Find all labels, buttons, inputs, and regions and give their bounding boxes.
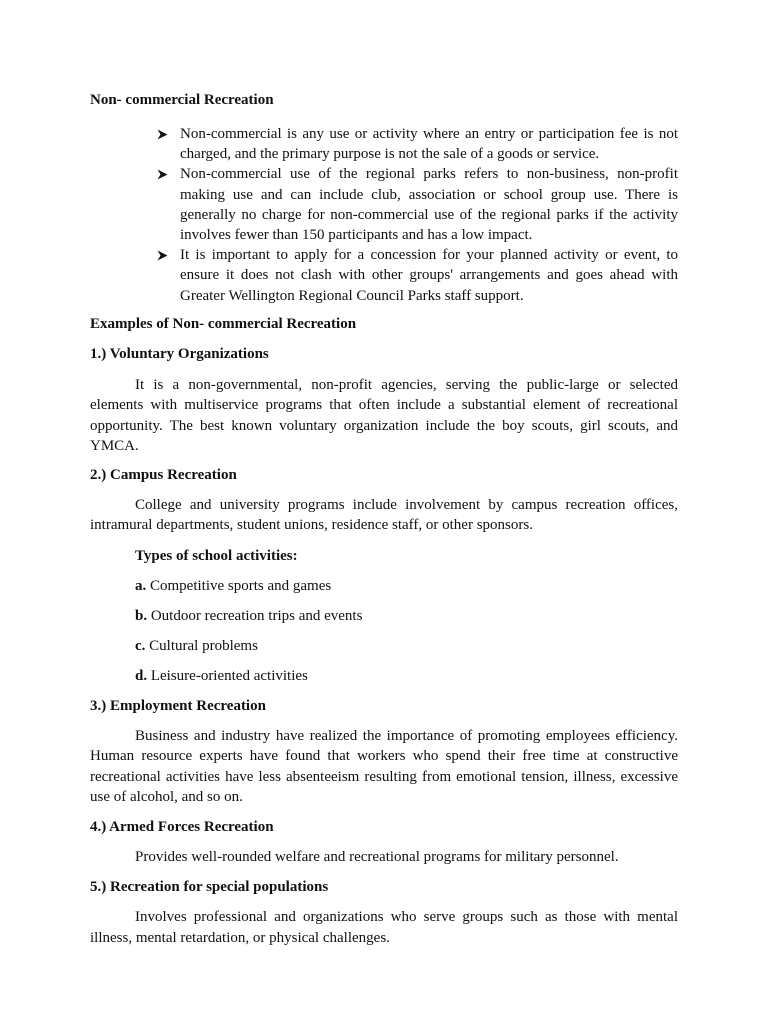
section-title: Non- commercial Recreation xyxy=(90,92,274,108)
types-heading: Types of school activities: xyxy=(135,547,298,564)
special-heading: 5.) Recreation for special populations xyxy=(90,879,329,896)
bullet-item xyxy=(180,164,678,245)
bullet-text: Non-commercial is any use or activity where an entry or participation fee is not charged, and the primary purpose is not the sale of a goods or service. xyxy=(180,126,678,163)
type-letter: a. xyxy=(135,577,147,594)
type-text: Outdoor recreation trips and events xyxy=(150,607,363,624)
bullet-item xyxy=(180,124,678,164)
bullet-item xyxy=(180,245,678,306)
employment-heading: 3.) Employment Recreation xyxy=(90,697,266,714)
type-text: Cultural problems xyxy=(149,637,258,654)
armed-heading: 4.) Armed Forces Recreation xyxy=(90,818,274,835)
type-letter: b. xyxy=(135,607,148,624)
type-item xyxy=(90,576,678,596)
voluntary-text: It is a non-governmental, non-profit agencies, serving the public-large or selected elements with multiservice programs that often include a substantial element of recreational opportunity. The best known voluntary organization include the boy scouts, girl scouts, and YMCA. xyxy=(90,376,678,455)
type-item xyxy=(90,666,678,686)
type-letter: d. xyxy=(135,667,148,684)
employment-text: Business and industry have realized the importance of promoting employees efficiency. Human resource experts have found that workers who spend their free time at constructive recreational activities have less absenteeism resulting from emotional tension, illness, excessive use of alcohol, and so on. xyxy=(90,727,678,806)
campus-text: College and university programs include involvement by campus recreation offices, intramural departments, student unions, residence staff, or other sponsors. xyxy=(90,496,678,534)
type-item xyxy=(90,636,678,656)
type-text: Competitive sports and games xyxy=(150,577,332,594)
arrow-bullet-icon xyxy=(157,169,168,180)
examples-title: Examples of Non- commercial Recreation xyxy=(90,315,357,332)
type-letter: c. xyxy=(135,637,146,654)
type-item xyxy=(90,606,678,626)
bullet-text: It is important to apply for a concession for your planned activity or event, to ensure it does not clash with other groups' arrangements and goes ahead with Greater Wellington Regional Council Parks staff support. xyxy=(180,247,678,304)
arrow-bullet-icon xyxy=(157,250,168,261)
type-text: Leisure-oriented activities xyxy=(150,667,308,684)
arrow-bullet-icon xyxy=(157,129,168,140)
campus-heading: 2.) Campus Recreation xyxy=(90,466,237,483)
document-page xyxy=(90,90,678,948)
voluntary-heading: 1.) Voluntary Organizations xyxy=(90,345,269,362)
bullet-list xyxy=(90,124,678,306)
special-text: Involves professional and organizations who serve groups such as those with mental illness, mental retardation, or physical challenges. xyxy=(90,909,678,946)
bullet-text: Non-commercial use of the regional parks refers to non-business, non-profit making use and can include club, association or school group use. There is generally no charge for non-commercial use of the regional parks if the activity involves fewer than 150 participants and has a low impact. xyxy=(180,166,678,244)
armed-text: Provides well-rounded welfare and recreational programs for military personnel. xyxy=(135,848,619,865)
